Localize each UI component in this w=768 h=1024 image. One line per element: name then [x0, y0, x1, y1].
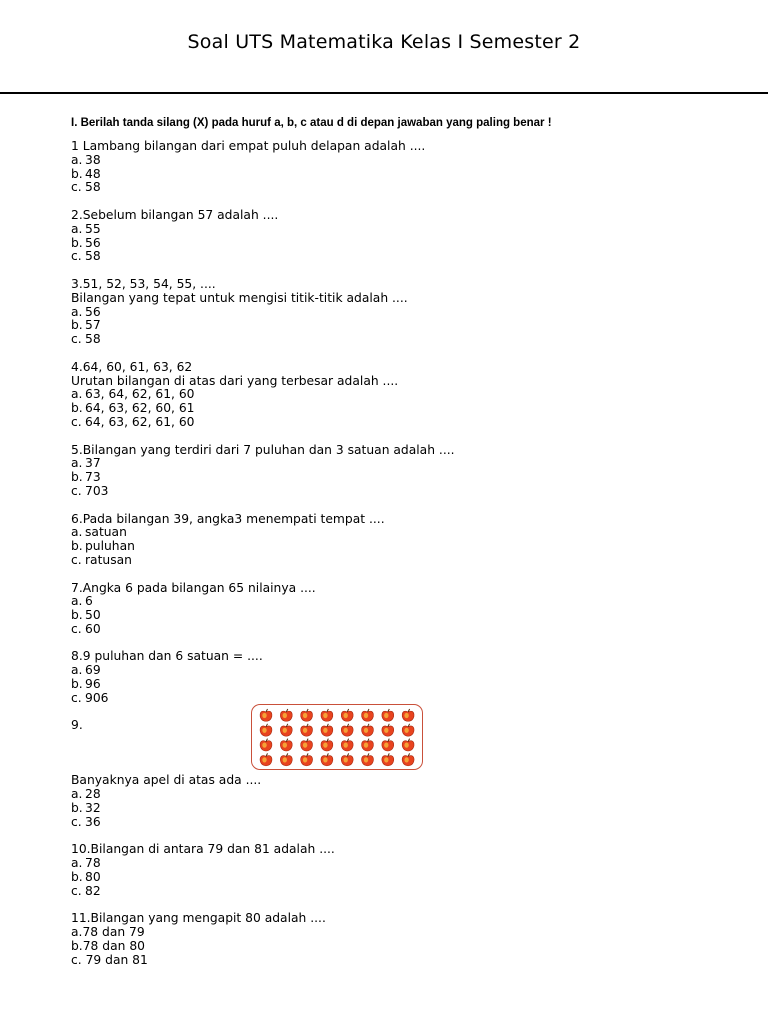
- question-6: [71, 513, 731, 568]
- question-10: [71, 843, 731, 898]
- question-2-option-a: [71, 223, 731, 237]
- apple-icon: [382, 724, 394, 736]
- option-text: 96: [85, 677, 101, 692]
- question-2-option-b: [71, 237, 731, 251]
- apple-icon: [280, 754, 292, 766]
- option-text: 64, 63, 62, 60, 61: [85, 401, 195, 416]
- option-letter: a.: [71, 525, 83, 540]
- option-letter: b.: [71, 801, 83, 816]
- apple-icon: [321, 739, 333, 751]
- apple-icon: [362, 754, 374, 766]
- question-9-header: [71, 719, 731, 774]
- apple-icon: [321, 709, 333, 721]
- question-4-option-b: [71, 402, 731, 416]
- question-7: [71, 582, 731, 637]
- option-text: ratusan: [85, 552, 132, 567]
- option-text: 56: [85, 235, 101, 250]
- option-text: 37: [85, 456, 101, 471]
- apple-icon: [382, 709, 394, 721]
- apple-icon: [280, 739, 292, 751]
- question-6-line: 6.Pada bilangan 39, angka3 menempati tempat ....: [71, 511, 385, 526]
- option-letter: b.: [71, 539, 83, 554]
- question-5-line: 5.Bilangan yang terdiri dari 7 puluhan dan 3 satuan adalah ....: [71, 442, 455, 457]
- question-11-option-c: [71, 954, 731, 968]
- apple-icon: [280, 709, 292, 721]
- question-2-line: 2.Sebelum bilangan 57 adalah ....: [71, 207, 279, 222]
- apple-icon: [402, 724, 414, 736]
- option-letter: a.: [71, 787, 83, 802]
- option-letter: a.: [71, 663, 83, 678]
- option-letter: b.: [71, 608, 83, 623]
- option-text: 58: [85, 180, 101, 195]
- apple-icon: [341, 709, 353, 721]
- option-text: 58: [85, 249, 101, 264]
- apple-icon: [260, 709, 272, 721]
- option-text: 69: [85, 663, 101, 678]
- apple-icon: [362, 709, 374, 721]
- question-8-line: 8.9 puluhan dan 6 satuan = ....: [71, 649, 263, 664]
- question-10-line: 10.Bilangan di antara 79 dan 81 adalah ....: [71, 842, 335, 857]
- option-text: 28: [85, 787, 101, 802]
- question-8-option-a: [71, 664, 731, 678]
- question-5-option-a: [71, 457, 731, 471]
- question-11-option-b: [71, 940, 731, 954]
- question-11-option-a: [71, 926, 731, 940]
- apple-icon: [321, 754, 333, 766]
- question-8: [71, 650, 731, 705]
- apple-icon: [301, 739, 313, 751]
- option-letter: b.: [71, 677, 83, 692]
- option-text: 57: [85, 318, 101, 333]
- page-title: Soal UTS Matematika Kelas I Semester 2: [187, 31, 581, 53]
- apple-icon: [402, 739, 414, 751]
- option-text: 56: [85, 304, 101, 319]
- question-5-option-b: [71, 471, 731, 485]
- option-text: 50: [85, 608, 101, 623]
- option-letter: a.: [71, 304, 83, 319]
- apple-icon: [362, 724, 374, 736]
- option-text: 58: [85, 332, 101, 347]
- question-4-option-c: [71, 416, 731, 430]
- option-letter: c.: [71, 180, 82, 195]
- question-11: [71, 912, 731, 967]
- question-2: [71, 209, 731, 264]
- option-letter: c.: [71, 414, 82, 429]
- option-letter: c.: [71, 249, 82, 264]
- question-7-line: 7.Angka 6 pada bilangan 65 nilainya ....: [71, 580, 316, 595]
- option-letter: a.: [71, 152, 83, 167]
- option-letter: c.: [71, 552, 82, 567]
- option-text: 60: [85, 621, 101, 636]
- option-text: 78: [85, 856, 101, 871]
- option-text: 703: [85, 483, 109, 498]
- question-8-option-b: [71, 678, 731, 692]
- option-letter: c.: [71, 483, 82, 498]
- option-letter: c.: [71, 690, 82, 705]
- apple-icon: [341, 754, 353, 766]
- question-1-option-c: [71, 181, 731, 195]
- apple-icon: [382, 754, 394, 766]
- question-10-option-a: [71, 857, 731, 871]
- apple-icon: [341, 724, 353, 736]
- question-9-number: 9.: [71, 718, 83, 733]
- option-letter: a.: [71, 456, 83, 471]
- question-1-option-b: [71, 168, 731, 182]
- question-7-option-b: [71, 609, 731, 623]
- option-text: 79 dan 81: [81, 952, 148, 967]
- question-4-line: Urutan bilangan di atas dari yang terbesar adalah ....: [71, 373, 399, 388]
- option-letter: c.: [71, 952, 82, 967]
- option-letter: a.: [71, 856, 83, 871]
- question-10-option-c: [71, 885, 731, 899]
- header-divider: [0, 92, 768, 94]
- question-6-option-a: [71, 526, 731, 540]
- question-9-option-a: [71, 788, 731, 802]
- option-text: puluhan: [85, 539, 135, 554]
- question-3-line: 3.51, 52, 53, 54, 55, ....: [71, 276, 216, 291]
- question-3: [71, 278, 731, 347]
- option-text: satuan: [85, 525, 127, 540]
- question-3-line: Bilangan yang tepat untuk mengisi titik-titik adalah ....: [71, 290, 408, 305]
- option-text: 78 dan 79: [82, 925, 145, 940]
- option-text: 32: [85, 801, 101, 816]
- question-10-option-b: [71, 871, 731, 885]
- option-letter: a.: [71, 387, 83, 402]
- question-1: [71, 140, 731, 195]
- question-9-option-c: [71, 816, 731, 830]
- option-letter: b.: [71, 470, 83, 485]
- option-letter: b.: [71, 939, 83, 954]
- option-text: 82: [85, 883, 101, 898]
- apple-icon: [260, 739, 272, 751]
- question-9-text: Banyaknya apel di atas ada ....: [71, 773, 262, 788]
- option-letter: a.: [71, 594, 83, 609]
- question-4-line: 4.64, 60, 61, 63, 62: [71, 359, 193, 374]
- question-list-continued: [71, 843, 731, 967]
- option-text: 63, 64, 62, 61, 60: [85, 387, 195, 402]
- apple-icon: [301, 724, 313, 736]
- option-text: 6: [85, 594, 93, 609]
- option-letter: b.: [71, 235, 83, 250]
- question-3-option-c: [71, 333, 731, 347]
- question-7-option-a: [71, 595, 731, 609]
- option-letter: a.: [71, 221, 83, 236]
- question-6-option-c: [71, 554, 731, 568]
- question-3-option-a: [71, 306, 731, 320]
- option-letter: a.: [71, 925, 83, 940]
- question-4: [71, 361, 731, 430]
- question-5: [71, 444, 731, 499]
- option-letter: b.: [71, 166, 83, 181]
- apple-icon: [260, 754, 272, 766]
- question-6-option-b: [71, 540, 731, 554]
- question-7-option-c: [71, 623, 731, 637]
- option-letter: c.: [71, 621, 82, 636]
- instruction-text: I. Berilah tanda silang (X) pada huruf a, b, c atau d di depan jawaban yang paling benar !: [71, 117, 552, 129]
- question-1-option-a: [71, 154, 731, 168]
- question-4-option-a: [71, 388, 731, 402]
- option-letter: c.: [71, 814, 82, 829]
- question-3-option-b: [71, 319, 731, 333]
- apple-icon: [402, 709, 414, 721]
- apple-icon: [341, 739, 353, 751]
- exam-content: [71, 116, 731, 981]
- apple-icon: [321, 724, 333, 736]
- option-text: 55: [85, 221, 101, 236]
- apple-icon: [402, 754, 414, 766]
- apple-picture: [251, 704, 423, 770]
- option-letter: b.: [71, 401, 83, 416]
- question-list: [71, 140, 731, 706]
- option-text: 78 dan 80: [82, 939, 145, 954]
- question-11-line: 11.Bilangan yang mengapit 80 adalah ....: [71, 911, 326, 926]
- apple-icon: [382, 739, 394, 751]
- question-2-option-c: [71, 250, 731, 264]
- option-text: 906: [85, 690, 109, 705]
- option-letter: b.: [71, 870, 83, 885]
- question-9-option-b: [71, 802, 731, 816]
- question-9: [71, 719, 731, 829]
- apple-icon: [260, 724, 272, 736]
- question-9-options: [71, 788, 731, 829]
- apple-icon: [301, 754, 313, 766]
- option-text: 38: [85, 152, 101, 167]
- option-letter: b.: [71, 318, 83, 333]
- apple-icon: [301, 709, 313, 721]
- option-text: 64, 63, 62, 61, 60: [85, 414, 195, 429]
- option-letter: c.: [71, 883, 82, 898]
- option-text: 73: [85, 470, 101, 485]
- option-text: 48: [85, 166, 101, 181]
- option-letter: c.: [71, 332, 82, 347]
- apple-icon: [362, 739, 374, 751]
- option-text: 80: [85, 870, 101, 885]
- question-1-line: 1 Lambang bilangan dari empat puluh delapan adalah ....: [71, 139, 426, 153]
- question-5-option-c: [71, 485, 731, 499]
- apple-icon: [280, 724, 292, 736]
- option-text: 36: [85, 814, 101, 829]
